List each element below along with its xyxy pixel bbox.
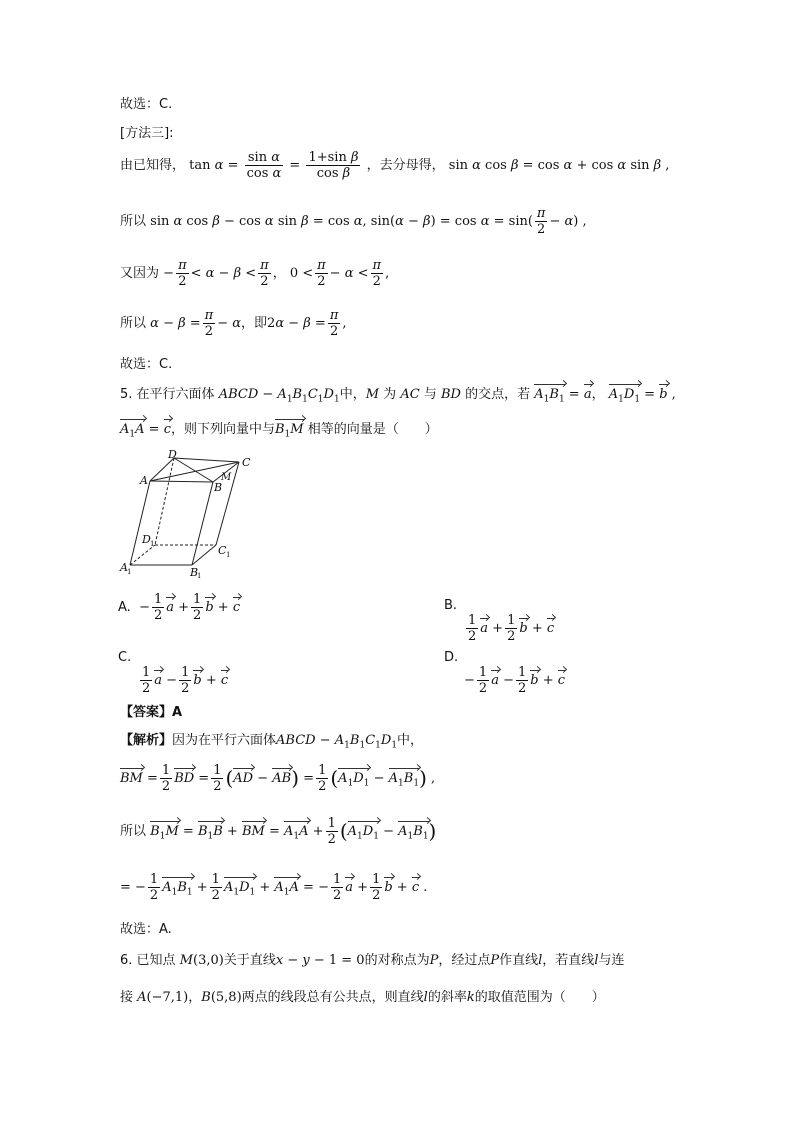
equation-line-range [120, 258, 389, 289]
q6-line-eq: x − y − 1 = 0 [275, 953, 365, 968]
analysis-label: 【解析】 [120, 733, 173, 748]
option-c[interactable] [118, 650, 228, 696]
analysis-tail: 中， [397, 733, 424, 748]
final-equation: 2α − β = $\frac{\pi}{2}$ , [267, 308, 347, 339]
q6-line2-a: 接 [120, 990, 134, 1005]
option-a-expression: − $\frac{1}{2}$ a + $\frac{1}{2}$ b + c [134, 592, 241, 623]
question-6-line-2 [120, 990, 605, 1006]
label-B1: B [190, 566, 199, 578]
q5-mid4: 的交点，若 [465, 387, 531, 402]
option-d-label: D. [444, 650, 459, 665]
bm-equation: BM = $\frac{1}{2}$ BD = $\frac{1}{2}$ (AD − AB) = $\frac{1}{2}$ $(A_1D_1 - A_1B_1)$ , [120, 763, 436, 794]
q6-points: A(−7,1)，B(5,8) [137, 990, 242, 1005]
label-C: C [242, 456, 251, 469]
text-also-because: 又因为 [120, 266, 160, 281]
q5-mid3: 与 [423, 387, 437, 402]
label-D: D [168, 450, 177, 461]
q6-b: 关于直线 [223, 953, 276, 968]
edge-AD [150, 458, 174, 481]
conclusion-line-2: 故选：C. [120, 357, 173, 372]
final-vector-equation: = − $\frac{1}{2}$ $A_1B_1$ + $\frac{1}{2}$ $A_1D_1 + A_1A$ = − $\frac{1}{2}$ a + $\frac{1}{2}$ b + c . [120, 872, 428, 903]
text-so-2: 所以 [120, 316, 147, 331]
hidden-edge-DD1 [155, 458, 174, 545]
option-b[interactable] [444, 598, 554, 644]
conclusion-line-3: 故选：A. [120, 922, 172, 937]
label-C1: C [218, 544, 227, 557]
q5-line2-tail2: 相等的向量是（ ） [307, 422, 438, 437]
q6-line-l: l [538, 953, 543, 968]
analysis-solid: ABCD − $A_1B_1C_1D_1$ [276, 733, 398, 751]
method-three-heading: [方法三]: [120, 126, 174, 141]
q6-e: 作直线 [499, 953, 539, 968]
q5-ac: AC [400, 387, 420, 402]
edge-AA1 [130, 481, 150, 565]
option-b-expression: $\frac{1}{2}$ a + $\frac{1}{2}$ b + c [468, 613, 555, 644]
q5-mid1: 中， [339, 387, 366, 402]
edge-B1C1 [192, 545, 216, 565]
question-5-line-2 [120, 422, 438, 441]
q5-vectors: $A_1B_1 = a$， $A_1D_1 = b$ , [534, 387, 676, 405]
b1m-equation [120, 816, 436, 847]
q6-line2-c: 的斜率 [427, 990, 467, 1005]
label-A1: A [120, 561, 128, 574]
label-B1-sub: 1 [197, 572, 202, 578]
q6-point-p-2: P [490, 953, 500, 968]
edge-BB1 [192, 482, 213, 565]
text-known: 由已知得， [120, 158, 186, 173]
option-c-label: C. [118, 650, 132, 665]
conclusion-line-1: 故选：C. [120, 97, 173, 112]
sub-equation: sin α cos β − cos α sin β = cos α, sin(α − β) = cos α = sin( $\frac{\pi}{2}$ − α) , [150, 206, 587, 237]
answer-label: 【答案】A [120, 705, 183, 720]
q5-vector-c: $A_1A = c$ [120, 422, 171, 440]
q5-lead: 5. 在平行六面体 [120, 387, 215, 402]
q5-bd: BD [440, 387, 461, 402]
text-i-e: ，即 [241, 316, 268, 331]
option-d[interactable] [444, 650, 565, 696]
option-a[interactable] [118, 592, 240, 623]
q6-point-m: M(3,0) [179, 953, 224, 968]
q6-line2-b: 两点的线段总有公共点，则直线 [241, 990, 424, 1005]
option-c-expression: $\frac{1}{2}$ a − $\frac{1}{2}$ b + c [142, 665, 229, 696]
option-b-label: B. [444, 598, 458, 613]
q6-a: 6. 已知点 [120, 953, 176, 968]
edge-AB [150, 481, 213, 482]
q6-line2-d: 的取值范围为（ ） [474, 990, 605, 1005]
label-M: M [221, 472, 232, 483]
text-so: 所以 [120, 214, 147, 229]
label-A: A [140, 474, 148, 487]
option-a-label: A. [118, 600, 131, 615]
equation-line-tan [120, 150, 669, 181]
expanded-equation: sin α cos β = cos α + cos α sin β , [448, 158, 670, 173]
q6-f: ，若直线 [542, 953, 595, 968]
q5-solid-name: ABCD − $A_1B_1C_1D_1$ [218, 387, 340, 405]
text-so-3: 所以 [120, 824, 147, 839]
analysis-text: 因为在平行六面体 [172, 733, 277, 748]
parallelepiped-figure [118, 450, 258, 578]
label-D1: D [142, 533, 151, 546]
q6-point-p: P [429, 953, 439, 968]
question-5-line-1 [120, 387, 676, 406]
b1m-expression: $B_1M = B_1B$ + BM = $A_1A$ + $\frac{1}{2}$ $(A_1D_1 - A_1B_1)$ [150, 816, 437, 847]
q6-line-l-2: l [594, 953, 599, 968]
equation-line-sub [120, 206, 587, 237]
label-B: B [214, 481, 223, 494]
diagonal-BD [174, 458, 213, 482]
q5-vector-b1m: $B_1M$ [274, 422, 304, 440]
q5-line2-tail: ，则下列向量中与 [170, 422, 275, 437]
label-C1-sub: 1 [226, 551, 231, 559]
text-clear-denominators: ，去分母得， [366, 158, 445, 173]
range-inequality: − $\frac{\pi}{2}$ < α − β < $\frac{\pi}{2}$ ， 0 < $\frac{\pi}{2}$ − α < $\frac{\pi}{2}$ , [163, 258, 390, 289]
label-D1-sub: 1 [150, 540, 155, 548]
q6-slope-k: k [466, 990, 475, 1005]
q6-g: 与连 [598, 953, 625, 968]
analysis-line-1 [120, 733, 423, 752]
q6-line-l-3: l [423, 990, 428, 1005]
q5-point-m: M [365, 387, 380, 402]
question-6-line-1 [120, 953, 625, 969]
q6-d: ，经过点 [438, 953, 491, 968]
q5-mid2: 为 [383, 387, 397, 402]
equation-line-result [120, 308, 347, 339]
label-A1-sub: 1 [127, 568, 132, 576]
edge-DC [174, 458, 239, 462]
tan-equation: tan α = $\frac{\text{sin α}}{\text{cos α}}$ = $\frac{\text{1+sin β}}{\text{cos β}}$ [189, 150, 359, 181]
result-equation: α − β = $\frac{\pi}{2}$ − α [150, 308, 242, 339]
q6-c: 的对称点为 [364, 953, 430, 968]
option-d-expression: − $\frac{1}{2}$ a − $\frac{1}{2}$ b + c [464, 665, 566, 696]
